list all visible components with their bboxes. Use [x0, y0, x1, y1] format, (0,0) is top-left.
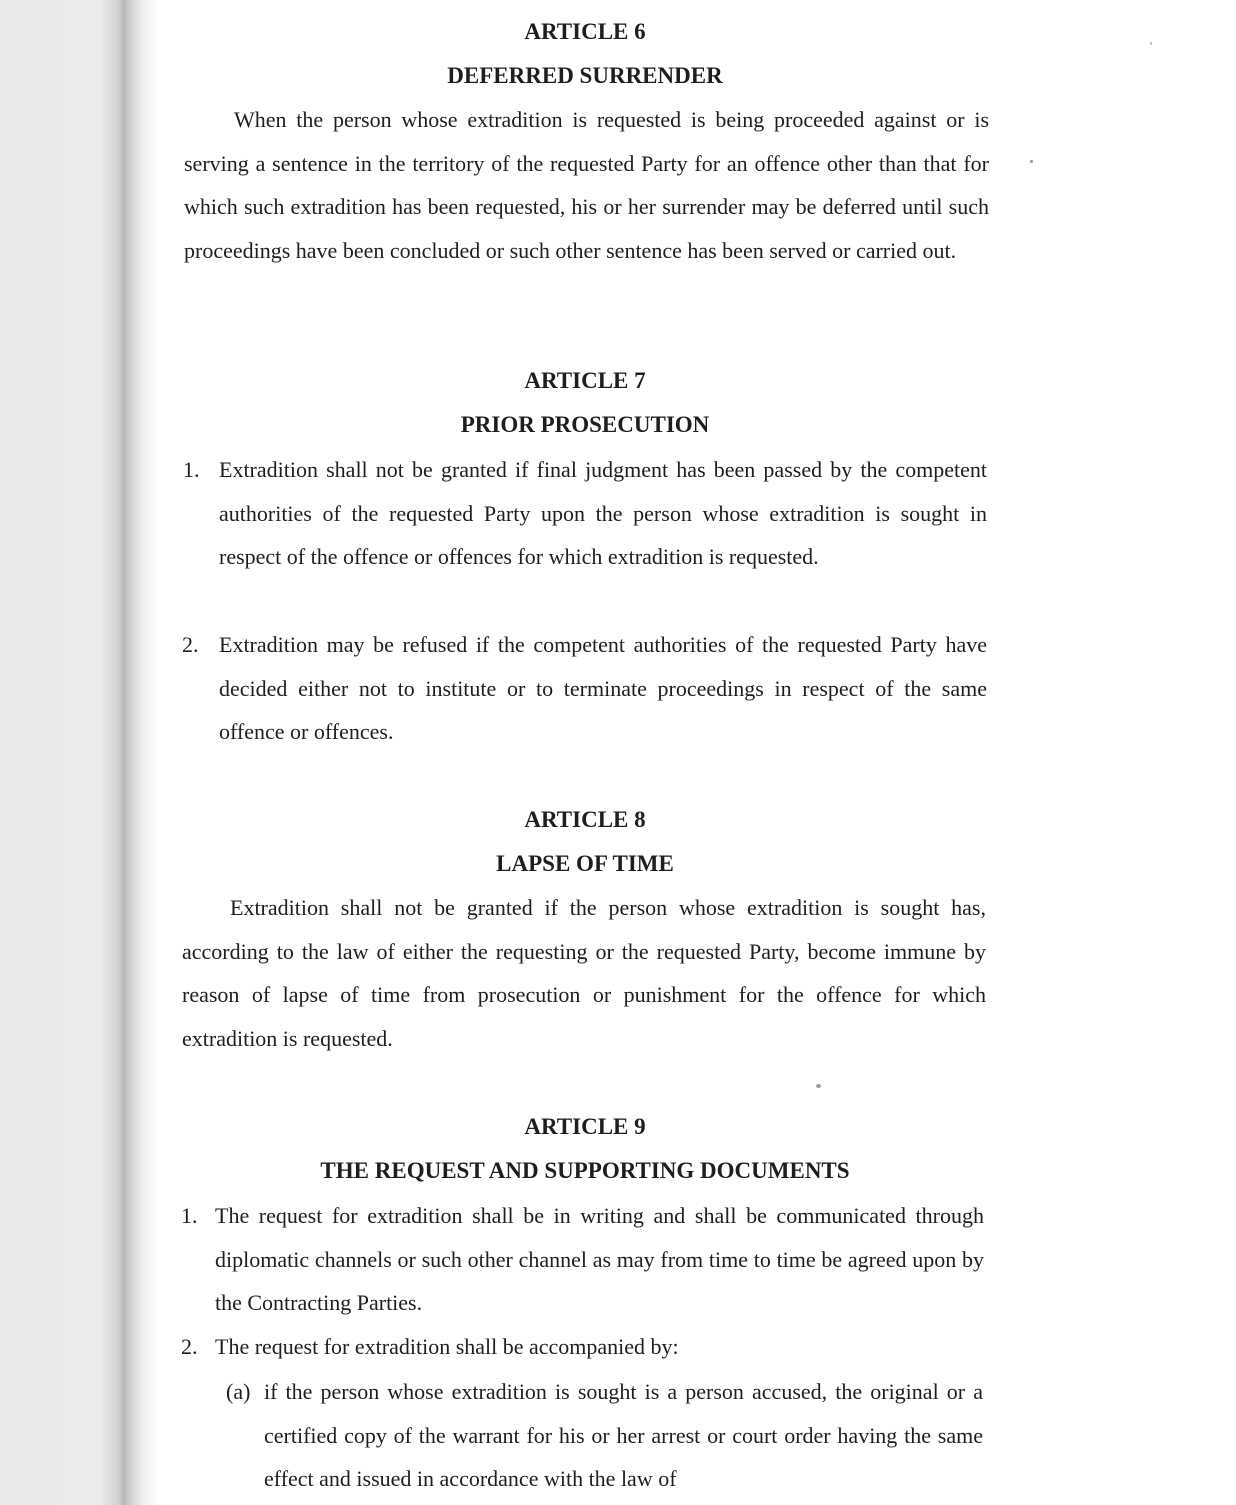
item-number: 2. [181, 1334, 198, 1359]
article-9-item-2 [181, 1325, 984, 1369]
item-number: 2. [182, 632, 199, 657]
subitem-text: if the person whose extradition is sought is a person accused, the original or a certified copy of the warrant for his or her arrest or court order having the same effect and issued in accordance with the law of [264, 1379, 983, 1491]
article-8-number: ARTICLE 8 [524, 807, 646, 832]
article-7-number: ARTICLE 7 [524, 368, 646, 393]
article-6-paragraph: When the person whose extradition is requested is being proceeded against or is serving a sentence in the territory of the requested Party for an offence other than that for which such extradition has been requested, his or her surrender may be deferred until such proceedings have been concluded or such other sentence has been served or carried out. [184, 107, 989, 263]
item-text: Extradition shall not be granted if final judgment has been passed by the competent authorities of the requested Party upon the person whose extradition is sought in respect of the offence or offences for which extradition is requested. [219, 457, 987, 569]
item-number: 1. [181, 1203, 198, 1228]
item-number: 1. [183, 457, 200, 482]
article-7-title: PRIOR PROSECUTION [460, 412, 710, 437]
article-6-number: ARTICLE 6 [524, 19, 646, 44]
scan-speck [1030, 160, 1033, 163]
article-9-subitem-a [226, 1370, 983, 1501]
article-8-paragraph: Extradition shall not be granted if the person whose extradition is sought has, according to the law of either the requesting or the requested Party, become immune by reason of lapse of time from prosecution or punishment for the offence for which extradition is requested. [182, 895, 986, 1051]
article-9-item-1 [181, 1194, 984, 1325]
article-6-title: DEFERRED SURRENDER [447, 63, 723, 88]
item-text: Extradition may be refused if the competent authorities of the requested Party have decided either not to institute or to terminate proceedings in respect of the same offence or offences. [219, 632, 987, 744]
article-8-title: LAPSE OF TIME [496, 851, 674, 876]
item-text: The request for extradition shall be in writing and shall be communicated through diplomatic channels or such other channel as may from time to time be agreed upon by the Contracting Parties. [215, 1203, 984, 1315]
scan-speck [816, 1084, 821, 1088]
subitem-letter: (a) [226, 1379, 251, 1404]
scan-speck [1150, 42, 1152, 45]
article-7-item-1 [183, 448, 987, 579]
article-9-number: ARTICLE 9 [524, 1114, 646, 1139]
article-7-item-2 [182, 623, 987, 754]
item-text: The request for extradition shall be accompanied by: [215, 1334, 679, 1359]
article-9-title: THE REQUEST AND SUPPORTING DOCUMENTS [320, 1158, 850, 1183]
